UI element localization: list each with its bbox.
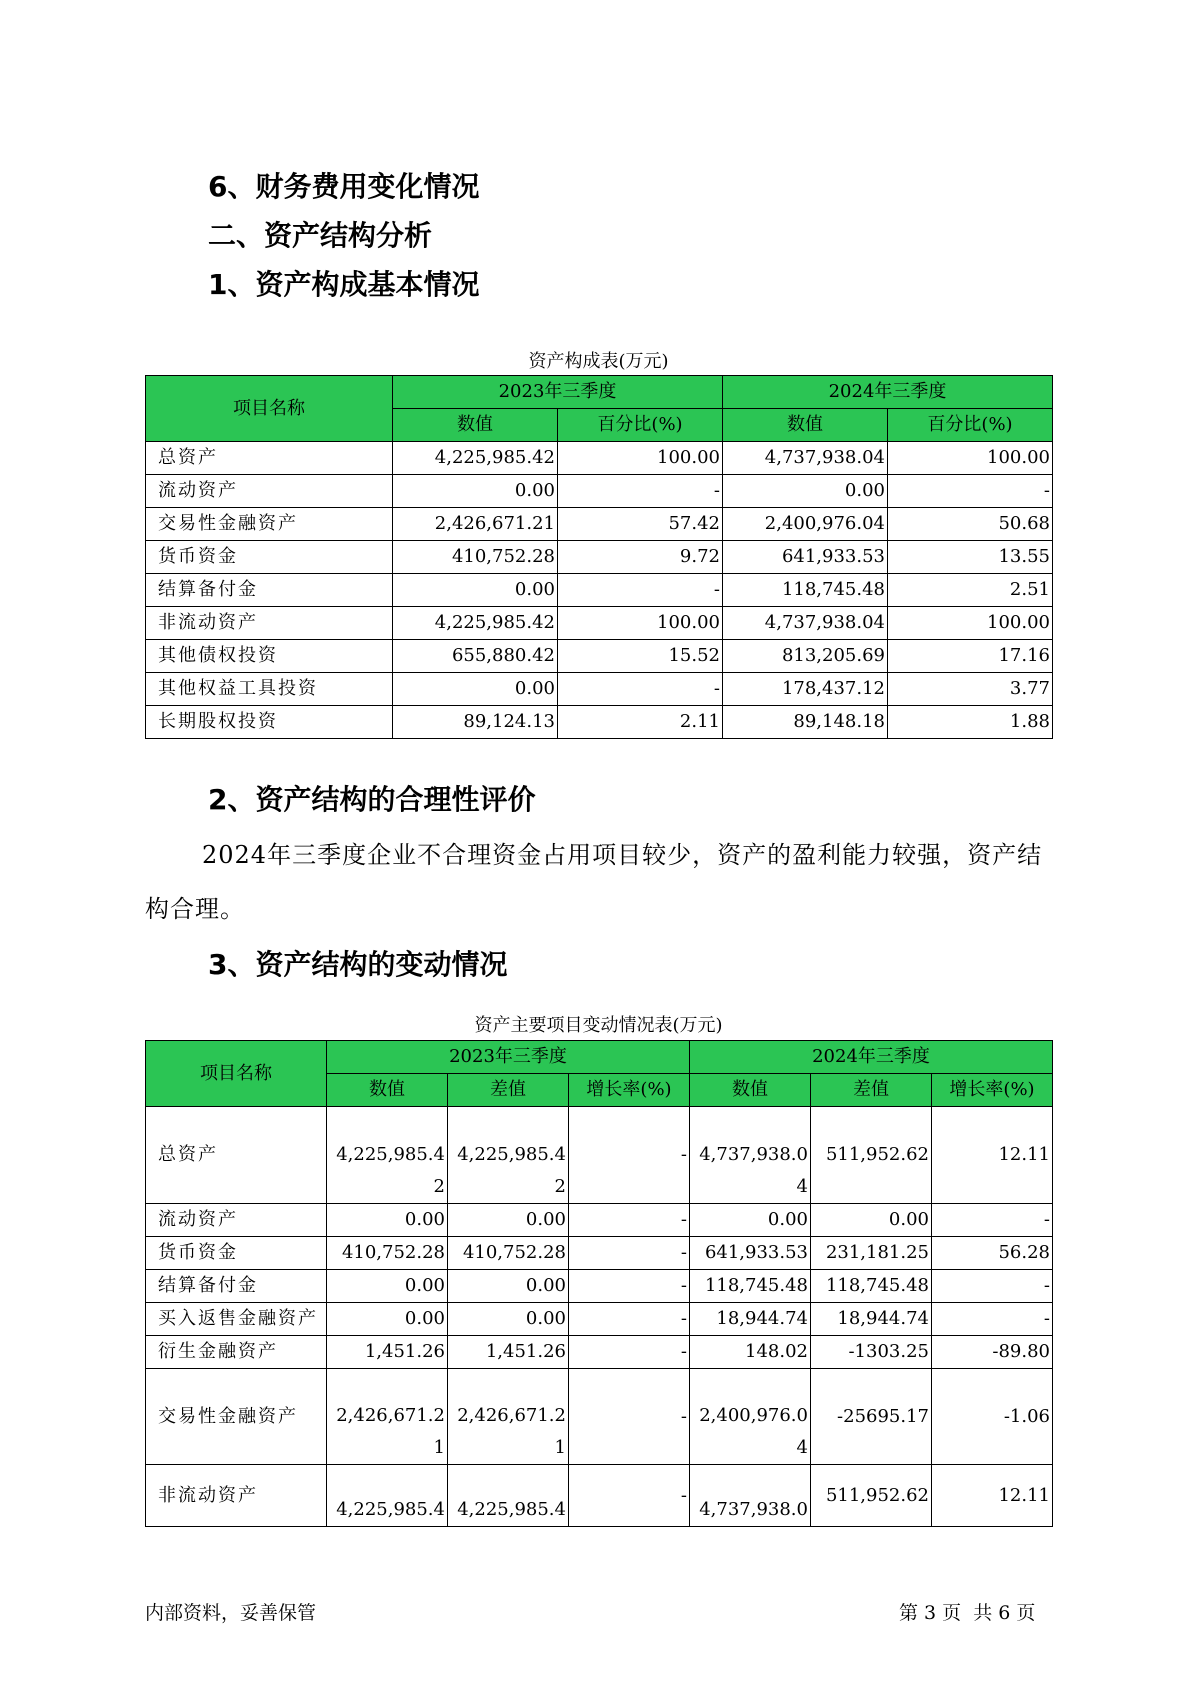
table2-caption: 资产主要项目变动情况表(万元) [474,1015,723,1036]
growth-cell: - [569,1107,690,1204]
value-cell: 4,737,938.04 [723,442,888,475]
value-cell: 0.00 [327,1270,448,1303]
percent-cell: 100.00 [558,442,723,475]
value-cell: 0.00 [393,574,558,607]
value-cell: 4,737,938.04 [690,1107,811,1204]
percent-cell: 17.16 [888,640,1053,673]
heading-asset-structure-evaluation: 2、资产结构的合理性评价 [208,783,536,816]
row-name-cell: 其他债权投资 [146,640,393,673]
percent-cell: 1.88 [888,706,1053,739]
heading-asset-structure-change: 3、资产结构的变动情况 [208,948,508,981]
diff-cell: -25695.17 [811,1369,932,1465]
value-cell: 118,745.48 [690,1270,811,1303]
row-name-cell: 流动资产 [146,475,393,508]
row-name-cell: 交易性金融资产 [146,508,393,541]
value-cell: 118,745.48 [723,574,888,607]
heading-financial-expense: 6、财务费用变化情况 [208,170,480,203]
row-name-cell: 流动资产 [146,1204,327,1237]
row-name-cell: 非流动资产 [146,1465,327,1527]
growth-cell: -1.06 [932,1369,1053,1465]
percent-cell: 100.00 [888,442,1053,475]
table1-caption: 资产构成表(万元) [528,351,669,372]
table-row [146,1237,1053,1270]
footer-page-number: 第 3 页 共 6 页 [899,1602,1036,1624]
table1-header-row [146,376,1053,409]
value-cell: 641,933.53 [690,1237,811,1270]
table1-sub-value-b: 数值 [723,409,888,442]
table1-sub-pct-b: 百分比(%) [888,409,1053,442]
growth-cell: - [569,1369,690,1465]
growth-cell: - [932,1270,1053,1303]
evaluation-paragraph: 2024年三季度企业不合理资金占用项目较少，资产的盈利能力较强，资产结构合理。 [145,841,1043,923]
table2-period-b: 2024年三季度 [690,1041,1053,1074]
row-name-cell: 非流动资产 [146,607,393,640]
growth-cell: -89.80 [932,1336,1053,1369]
percent-cell: 100.00 [888,607,1053,640]
percent-cell: - [558,673,723,706]
value-cell: 4,225,985.42 [393,607,558,640]
value-cell: 4,737,938.04 [723,607,888,640]
growth-cell: 12.11 [932,1107,1053,1204]
diff-cell: 231,181.25 [811,1237,932,1270]
percent-cell: 3.77 [888,673,1053,706]
diff-cell: 511,952.62 [811,1107,932,1204]
table1-period-a: 2023年三季度 [393,376,723,409]
table2-sub-value-b: 数值 [690,1074,811,1107]
diff-cell: 4,225,985.42 [448,1107,569,1204]
table-row [146,706,1053,739]
value-cell: 4,225,985.4 [327,1465,448,1527]
growth-cell: 56.28 [932,1237,1053,1270]
table-row [146,541,1053,574]
value-cell: 89,148.18 [723,706,888,739]
row-name-cell: 货币资金 [146,541,393,574]
diff-cell: 0.00 [811,1204,932,1237]
table2-sub-growth-b: 增长率(%) [932,1074,1053,1107]
table1-body [146,376,1053,739]
diff-cell: 18,944.74 [811,1303,932,1336]
diff-cell: 4,225,985.4 [448,1465,569,1527]
growth-cell: - [569,1204,690,1237]
row-name-cell: 长期股权投资 [146,706,393,739]
diff-cell: -1303.25 [811,1336,932,1369]
table2-sub-value-a: 数值 [327,1074,448,1107]
row-name-cell: 交易性金融资产 [146,1369,327,1465]
diff-cell: 0.00 [448,1270,569,1303]
table-row [146,1270,1053,1303]
value-cell: 148.02 [690,1336,811,1369]
percent-cell: 100.00 [558,607,723,640]
percent-cell: 15.52 [558,640,723,673]
table2-sub-diff-b: 差值 [811,1074,932,1107]
value-cell: 0.00 [393,673,558,706]
diff-cell: 0.00 [448,1204,569,1237]
footer-confidential-note: 内部资料，妥善保管 [145,1602,317,1624]
percent-cell: - [558,475,723,508]
diff-cell: 118,745.48 [811,1270,932,1303]
value-cell: 2,400,976.04 [723,508,888,541]
row-name-cell: 买入返售金融资产 [146,1303,327,1336]
percent-cell: 9.72 [558,541,723,574]
value-cell: 89,124.13 [393,706,558,739]
value-cell: 2,400,976.04 [690,1369,811,1465]
row-name-cell: 结算备付金 [146,1270,327,1303]
value-cell: 641,933.53 [723,541,888,574]
heading-asset-structure-analysis: 二、资产结构分析 [208,219,433,252]
table-row [146,607,1053,640]
table2-period-a: 2023年三季度 [327,1041,690,1074]
diff-cell: 511,952.62 [811,1465,932,1527]
table-row [146,442,1053,475]
table2-body [146,1041,1053,1527]
row-name-cell: 其他权益工具投资 [146,673,393,706]
percent-cell: 50.68 [888,508,1053,541]
table-row [146,640,1053,673]
table2-header-row [146,1041,1053,1074]
growth-cell: - [932,1204,1053,1237]
growth-cell: 12.11 [932,1465,1053,1527]
heading-asset-composition: 1、资产构成基本情况 [208,268,480,301]
percent-cell: - [558,574,723,607]
value-cell: 4,225,985.42 [393,442,558,475]
growth-cell: - [569,1465,690,1527]
percent-cell: 2.11 [558,706,723,739]
growth-cell: - [932,1303,1053,1336]
percent-cell: - [888,475,1053,508]
table1-period-b: 2024年三季度 [723,376,1053,409]
table1-sub-pct-a: 百分比(%) [558,409,723,442]
value-cell: 18,944.74 [690,1303,811,1336]
table2-col-name: 项目名称 [146,1041,327,1107]
table-row [146,1107,1053,1204]
value-cell: 178,437.12 [723,673,888,706]
table2-sub-diff-a: 差值 [448,1074,569,1107]
growth-cell: - [569,1303,690,1336]
value-cell: 410,752.28 [393,541,558,574]
row-name-cell: 总资产 [146,442,393,475]
row-name-cell: 结算备付金 [146,574,393,607]
percent-cell: 2.51 [888,574,1053,607]
table-row [146,475,1053,508]
value-cell: 813,205.69 [723,640,888,673]
diff-cell: 2,426,671.21 [448,1369,569,1465]
value-cell: 410,752.28 [327,1237,448,1270]
table1-sub-value-a: 数值 [393,409,558,442]
growth-cell: - [569,1270,690,1303]
diff-cell: 410,752.28 [448,1237,569,1270]
table-row [146,673,1053,706]
value-cell: 0.00 [327,1204,448,1237]
table1-col-name: 项目名称 [146,376,393,442]
value-cell: 4,737,938.0 [690,1465,811,1527]
diff-cell: 0.00 [448,1303,569,1336]
table-row [146,508,1053,541]
value-cell: 655,880.42 [393,640,558,673]
value-cell: 0.00 [723,475,888,508]
growth-cell: - [569,1336,690,1369]
table-row [146,1465,1053,1527]
growth-cell: - [569,1237,690,1270]
percent-cell: 57.42 [558,508,723,541]
percent-cell: 13.55 [888,541,1053,574]
value-cell: 0.00 [393,475,558,508]
row-name-cell: 总资产 [146,1107,327,1204]
asset-composition-table [145,375,1053,739]
value-cell: 1,451.26 [327,1336,448,1369]
asset-change-table [145,1040,1053,1527]
table-row [146,1204,1053,1237]
value-cell: 4,225,985.42 [327,1107,448,1204]
table2-sub-growth-a: 增长率(%) [569,1074,690,1107]
table-row [146,574,1053,607]
value-cell: 2,426,671.21 [393,508,558,541]
row-name-cell: 货币资金 [146,1237,327,1270]
table-row [146,1336,1053,1369]
table-row [146,1303,1053,1336]
table-row [146,1369,1053,1465]
diff-cell: 1,451.26 [448,1336,569,1369]
value-cell: 0.00 [327,1303,448,1336]
row-name-cell: 衍生金融资产 [146,1336,327,1369]
value-cell: 0.00 [690,1204,811,1237]
value-cell: 2,426,671.21 [327,1369,448,1465]
